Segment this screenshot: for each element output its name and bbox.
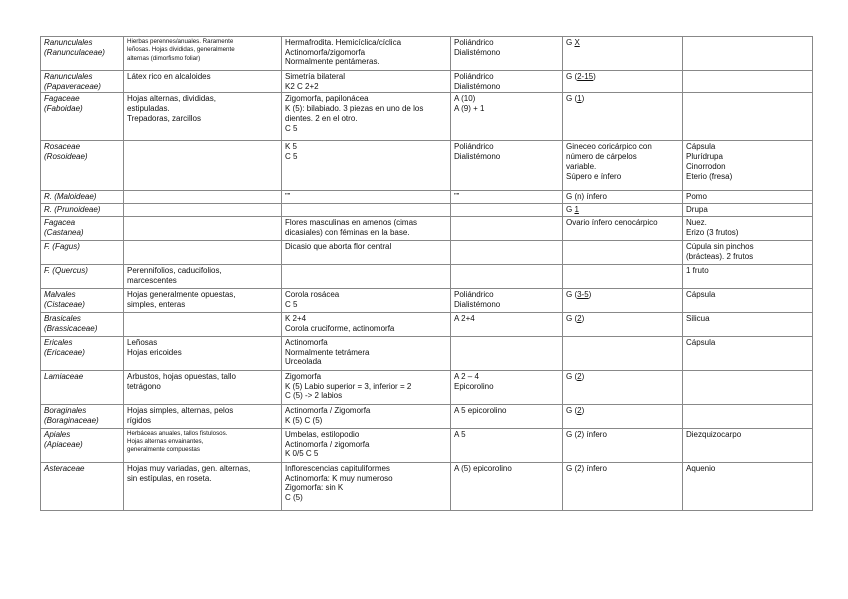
family-cell-line: (Castanea) — [44, 227, 84, 237]
family-cell — [41, 312, 124, 336]
gynoecium-cell — [563, 404, 683, 428]
gynoecium-cell-line: Ovario ínfero cenocárpico — [566, 217, 658, 227]
fruit-cell — [683, 336, 813, 370]
gynoecium-prefix: G ( — [566, 94, 578, 104]
gynoecium-formula — [566, 72, 679, 82]
gynoecium-cell — [563, 336, 683, 370]
fruit-cell — [683, 191, 813, 204]
family-cell-line: (Papaveraceae) — [44, 81, 101, 91]
flower-cell-line: dicasiales) con féminas en la base. — [285, 227, 410, 237]
habit-cell-line: leñosas. Hojas divididas, generalmente — [127, 46, 235, 54]
gynoecium-cell — [563, 288, 683, 312]
fruit-cell-line: Nuez. — [686, 217, 707, 227]
family-cell-line: (Faboidae) — [44, 104, 83, 114]
fruit-cell — [683, 370, 813, 404]
habit-cell-line: Arbustos, hojas opuestas, tallo — [127, 371, 236, 381]
habit-cell-line: tetrágono — [127, 381, 161, 391]
flower-cell-line: C (5) — [285, 492, 303, 502]
flower-cell-line: Actinomorfa — [285, 337, 328, 347]
habit-cell-line: Hojas simples, alternas, pelos — [127, 405, 234, 415]
androecium-cell — [451, 428, 563, 462]
flower-cell-line: dientes. 2 en el otro. — [285, 113, 358, 123]
habit-cell — [124, 141, 282, 191]
gynoecium-prefix: G — [566, 38, 575, 47]
flower-cell-line: C 5 — [285, 123, 298, 133]
habit-cell — [124, 216, 282, 240]
gynoecium-prefix: G ( — [566, 72, 578, 81]
androecium-cell-line: Poliándrico — [454, 142, 494, 152]
family-cell — [41, 288, 124, 312]
flower-cell-line: K (5) Labio superior = 3, inferior = 2 — [285, 381, 412, 391]
gynoecium-cell-line: G (n) ínfero — [566, 192, 607, 202]
habit-cell-line: Leñosas — [127, 337, 158, 347]
flower-cell — [282, 240, 451, 264]
habit-cell-line: Hojas muy variadas, gen. alternas, — [127, 463, 251, 473]
habit-cell — [124, 336, 282, 370]
fruit-cell-line: Cápsula — [686, 142, 716, 152]
fruit-cell-line: 1 fruto — [686, 265, 709, 275]
table-row — [41, 264, 813, 288]
habit-cell-line: alternas (dimorfismo foliar) — [127, 54, 201, 62]
habit-cell-line: rígidos — [127, 415, 152, 425]
gynoecium-formula — [566, 94, 679, 104]
table-row — [41, 216, 813, 240]
gynoecium-suffix: ) — [581, 94, 585, 104]
table-row — [41, 71, 813, 93]
gynoecium-cell — [563, 264, 683, 288]
family-cell-line: Brasicales — [44, 313, 81, 323]
family-cell-line: Fagaceae — [44, 94, 80, 104]
flower-cell-line: Simetría bilateral — [285, 72, 346, 81]
family-cell-line: (Apiaceae) — [44, 439, 83, 449]
androecium-cell — [451, 462, 563, 510]
androecium-cell-line: Dialistémono — [454, 47, 501, 57]
gynoecium-cell — [563, 428, 683, 462]
flower-cell-line: Corola rosácea — [285, 289, 340, 299]
table-row — [41, 404, 813, 428]
flower-cell-line: Zigomorfa: sin K — [285, 483, 344, 493]
flower-cell — [282, 462, 451, 510]
flower-cell-line: Actinomorfa / zigomorfa — [285, 439, 370, 449]
habit-cell — [124, 370, 282, 404]
flower-cell-line: Dicasio que aborta flor central — [285, 241, 392, 251]
gynoecium-formula — [566, 38, 679, 48]
gynoecium-prefix: G — [566, 205, 575, 215]
flower-cell-line: Hermafrodita. Hemicíclica/cíclica — [285, 38, 402, 47]
fruit-cell-line: Erizo (3 frutos) — [686, 227, 739, 237]
family-cell — [41, 336, 124, 370]
table-row — [41, 240, 813, 264]
gynoecium-suffix: ) — [593, 72, 596, 81]
habit-cell — [124, 404, 282, 428]
flower-cell — [282, 141, 451, 191]
gynoecium-formula — [566, 406, 679, 416]
androecium-cell — [451, 191, 563, 204]
fruit-cell — [683, 240, 813, 264]
androecium-cell — [451, 336, 563, 370]
androecium-cell-line: Dialistémono — [454, 299, 501, 309]
family-cell-line: (Ericaceae) — [44, 347, 85, 357]
family-cell — [41, 37, 124, 71]
flower-cell-line: K (5) C (5) — [285, 415, 323, 425]
fruit-cell — [683, 428, 813, 462]
family-cell — [41, 404, 124, 428]
flower-cell — [282, 93, 451, 141]
gynoecium-cell — [563, 93, 683, 141]
habit-cell — [124, 93, 282, 141]
habit-cell — [124, 428, 282, 462]
fruit-cell — [683, 141, 813, 191]
gynoecium-cell — [563, 204, 683, 217]
androecium-cell — [451, 71, 563, 93]
fruit-cell-line: Cinorrodon — [686, 161, 726, 171]
flower-cell — [282, 264, 451, 288]
gynoecium-suffix: ) — [581, 371, 585, 381]
carpel-count: X — [574, 38, 580, 47]
table-row — [41, 93, 813, 141]
family-cell-line: Boraginales — [44, 405, 87, 415]
flower-cell — [282, 71, 451, 93]
carpel-count: 2 — [577, 313, 582, 323]
family-cell-line: Ranunculales — [44, 38, 93, 47]
fruit-cell-line: Cúpula sin pinchos — [686, 241, 754, 251]
table-row — [41, 141, 813, 191]
flower-cell-line: K2 C 2+2 — [285, 81, 319, 91]
table-row — [41, 37, 813, 71]
habit-cell-line: Hierbas perennes/anuales. Raramente — [127, 38, 234, 45]
family-cell — [41, 240, 124, 264]
flower-cell-line: Actinomorfa / Zigomorfa — [285, 405, 371, 415]
flower-cell — [282, 37, 451, 71]
androecium-cell — [451, 404, 563, 428]
androecium-cell-line: Epicorolino — [454, 381, 494, 391]
gynoecium-formula — [566, 372, 679, 382]
habit-cell — [124, 264, 282, 288]
family-cell — [41, 191, 124, 204]
androecium-cell — [451, 312, 563, 336]
family-cell-line: (Ranunculaceae) — [44, 47, 105, 57]
habit-cell — [124, 204, 282, 217]
flower-cell — [282, 288, 451, 312]
habit-cell-line: Hojas alternas envainantes, — [127, 438, 204, 446]
fruit-cell — [683, 264, 813, 288]
habit-cell — [124, 312, 282, 336]
gynoecium-cell — [563, 312, 683, 336]
family-cell-line: Apiales — [44, 429, 71, 439]
gynoecium-cell — [563, 370, 683, 404]
androecium-cell-line: A (5) epicorolino — [454, 463, 512, 473]
fruit-cell — [683, 204, 813, 217]
gynoecium-cell-line: variable. — [566, 161, 597, 171]
gynoecium-cell-line: G (2) ínfero — [566, 463, 607, 473]
family-cell-line: F. (Fagus) — [44, 241, 80, 251]
table-row — [41, 312, 813, 336]
fruit-cell — [683, 288, 813, 312]
flower-cell — [282, 191, 451, 204]
fruit-cell — [683, 93, 813, 141]
family-cell — [41, 141, 124, 191]
gynoecium-prefix: G ( — [566, 371, 578, 381]
habit-cell-line: marcescentes — [127, 275, 177, 285]
family-cell — [41, 370, 124, 404]
carpel-count: 1 — [577, 94, 582, 104]
flower-cell-line: K 0/5 C 5 — [285, 449, 319, 459]
androecium-cell-line: A (10) — [454, 94, 476, 104]
table-row — [41, 370, 813, 404]
fruit-cell-line: Diezquizocarpo — [686, 429, 742, 439]
flower-cell-line: K 2+4 — [285, 313, 307, 323]
flower-cell-line: Actinomorfa: K muy numeroso — [285, 473, 393, 483]
androecium-cell — [451, 204, 563, 217]
flower-cell-line: Normalmente pentámeras. — [285, 57, 380, 67]
flower-cell-line: K 5 — [285, 142, 298, 152]
botany-table — [40, 36, 813, 511]
fruit-cell — [683, 312, 813, 336]
habit-cell — [124, 71, 282, 93]
habit-cell-line: Trepadoras, zarcillos — [127, 113, 201, 123]
carpel-count: 2-15 — [577, 72, 594, 81]
flower-cell-line: Urceolada — [285, 357, 322, 367]
flower-cell — [282, 404, 451, 428]
family-cell — [41, 428, 124, 462]
gynoecium-cell — [563, 191, 683, 204]
carpel-count: 3-5 — [577, 289, 589, 299]
flower-cell-line: Normalmente tetrámera — [285, 347, 370, 357]
habit-cell — [124, 191, 282, 204]
flower-cell — [282, 428, 451, 462]
androecium-cell-line: Poliándrico — [454, 72, 494, 81]
androecium-cell-line: A 5 epicorolino — [454, 405, 507, 415]
androecium-cell-line: Dialistémono — [454, 81, 501, 91]
gynoecium-cell — [563, 71, 683, 93]
habit-cell-line: estipuladas. — [127, 104, 170, 114]
flower-cell — [282, 204, 451, 217]
androecium-cell — [451, 240, 563, 264]
family-cell — [41, 204, 124, 217]
habit-cell — [124, 288, 282, 312]
family-cell — [41, 216, 124, 240]
gynoecium-cell — [563, 37, 683, 71]
gynoecium-cell — [563, 216, 683, 240]
androecium-cell — [451, 93, 563, 141]
flower-cell-line: Flores masculinas en amenos (cimas — [285, 217, 418, 227]
androecium-cell-line: A (9) + 1 — [454, 104, 485, 114]
androecium-cell-line: Dialistémono — [454, 152, 501, 162]
flower-cell-line: ”” — [285, 192, 291, 202]
fruit-cell-line: Pomo — [686, 192, 707, 202]
gynoecium-cell — [563, 240, 683, 264]
flower-cell-line: Actinomorfa/zigomorfa — [285, 47, 366, 57]
habit-cell-line: Hojas alternas, divididas, — [127, 94, 216, 104]
flower-cell-line: C 5 — [285, 299, 298, 309]
flower-cell-line: Inflorescencias capituliformes — [285, 463, 390, 473]
gynoecium-suffix: ) — [581, 405, 585, 415]
table-row — [41, 336, 813, 370]
family-cell-line: (Rosoideae) — [44, 152, 88, 162]
table-row — [41, 204, 813, 217]
family-cell-line: R. (Prunoideae) — [44, 205, 101, 215]
family-cell-line: Ranunculales — [44, 72, 93, 81]
family-cell — [41, 264, 124, 288]
flower-cell-line: Umbelas, estilopodio — [285, 429, 360, 439]
habit-cell-line: sin estípulas, en roseta. — [127, 473, 212, 483]
carpel-count: 1 — [574, 205, 579, 215]
androecium-cell — [451, 216, 563, 240]
androecium-cell-line: A 2+4 — [454, 313, 475, 323]
gynoecium-formula — [566, 314, 679, 324]
habit-cell-line: Herbáceas anuales, tallos fistulosos. — [127, 429, 228, 437]
flower-cell-line: Zigomorfa — [285, 371, 322, 381]
table-row — [41, 288, 813, 312]
fruit-cell-line: Cápsula — [686, 289, 716, 299]
flower-cell — [282, 336, 451, 370]
family-cell-line: Fagacea — [44, 217, 76, 227]
androecium-cell-line: Poliándrico — [454, 38, 494, 47]
fruit-cell — [683, 71, 813, 93]
gynoecium-prefix: G ( — [566, 313, 578, 323]
fruit-cell — [683, 404, 813, 428]
family-cell-line: (Cistaceae) — [44, 299, 85, 309]
fruit-cell-line: (brácteas). 2 frutos — [686, 251, 754, 261]
gynoecium-cell-line: número de cárpelos — [566, 152, 637, 162]
habit-cell — [124, 37, 282, 71]
family-cell-line: Lamiaceae — [44, 371, 84, 381]
gynoecium-suffix: ) — [588, 289, 592, 299]
fruit-cell — [683, 462, 813, 510]
habit-cell-line: Látex rico en alcaloides — [127, 72, 211, 81]
family-cell-line: (Boraginaceae) — [44, 415, 99, 425]
gynoecium-cell — [563, 462, 683, 510]
gynoecium-formula — [566, 205, 679, 215]
habit-cell — [124, 240, 282, 264]
fruit-cell-line: Plurídrupa — [686, 152, 723, 162]
flower-cell-line: Corola cruciforme, actinomorfa — [285, 323, 395, 333]
gynoecium-cell-line: Súpero e ínfero — [566, 171, 622, 181]
androecium-cell-line: A 2 – 4 — [454, 371, 479, 381]
flower-cell-line: K (5): bilabiado. 3 piezas en uno de los — [285, 104, 424, 114]
table-body — [41, 37, 813, 511]
gynoecium-prefix: G ( — [566, 405, 578, 415]
gynoecium-cell-line: Gineceo coricárpico con — [566, 142, 652, 152]
flower-cell — [282, 370, 451, 404]
fruit-cell-line: Cápsula — [686, 337, 716, 347]
family-cell-line: R. (Maloideae) — [44, 192, 97, 202]
gynoecium-prefix: G ( — [566, 289, 578, 299]
family-cell-line: Asteraceae — [44, 463, 85, 473]
table-row — [41, 462, 813, 510]
fruit-cell-line: Aquenio — [686, 463, 716, 473]
androecium-cell — [451, 370, 563, 404]
family-cell — [41, 93, 124, 141]
family-cell-line: F. (Quercus) — [44, 265, 88, 275]
family-cell-line: Rosaceae — [44, 142, 81, 152]
flower-cell — [282, 216, 451, 240]
flower-cell-line: Zigomorfa, papilonácea — [285, 94, 369, 104]
androecium-cell — [451, 141, 563, 191]
androecium-cell — [451, 288, 563, 312]
habit-cell-line: generalmente compuestas — [127, 446, 200, 454]
carpel-count: 2 — [577, 405, 582, 415]
family-cell — [41, 462, 124, 510]
androecium-cell — [451, 264, 563, 288]
family-cell-line: (Brassicaceae) — [44, 323, 98, 333]
flower-cell-line: C (5) -> 2 labios — [285, 391, 343, 401]
androecium-cell — [451, 37, 563, 71]
gynoecium-cell-line: G (2) ínfero — [566, 429, 607, 439]
flower-cell-line: C 5 — [285, 152, 298, 162]
gynoecium-suffix: ) — [581, 313, 585, 323]
family-cell-line: Malvales — [44, 289, 76, 299]
habit-cell-line: simples, enteras — [127, 299, 186, 309]
family-cell — [41, 71, 124, 93]
table-row — [41, 428, 813, 462]
table-row — [41, 191, 813, 204]
androecium-cell-line: Poliándrico — [454, 289, 494, 299]
carpel-count: 2 — [577, 371, 582, 381]
gynoecium-cell — [563, 141, 683, 191]
androecium-cell-line: ”” — [454, 192, 460, 202]
habit-cell-line: Hojas ericoides — [127, 347, 182, 357]
androecium-cell-line: A 5 — [454, 429, 466, 439]
fruit-cell-line: Drupa — [686, 205, 708, 215]
fruit-cell-line: Silicua — [686, 313, 710, 323]
habit-cell — [124, 462, 282, 510]
habit-cell-line: Perennifolios, caducifolios, — [127, 265, 222, 275]
flower-cell — [282, 312, 451, 336]
fruit-cell — [683, 216, 813, 240]
fruit-cell-line: Eterio (fresa) — [686, 171, 733, 181]
habit-cell-line: Hojas generalmente opuestas, — [127, 289, 236, 299]
family-cell-line: Ericales — [44, 337, 73, 347]
fruit-cell — [683, 37, 813, 71]
gynoecium-formula — [566, 290, 679, 300]
